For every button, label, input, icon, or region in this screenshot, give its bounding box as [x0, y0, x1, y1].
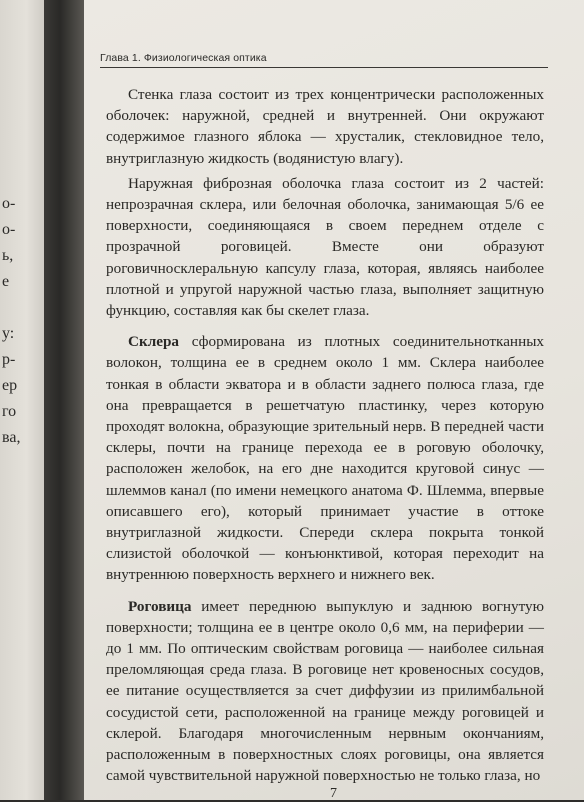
left-page-edge	[0, 0, 44, 800]
left-page-fragment: ь,	[2, 247, 14, 264]
paragraph-text: Стенка глаза состоит из трех концентрически расположенных оболочек: наружной, средней и внутренней. Они окружают содержимое глазного яблока — хрусталик, стекловидное тело, внутриглазную жидкость (водянистую влагу).	[106, 86, 544, 167]
book-gutter	[44, 0, 84, 800]
term-sclera: Склера	[128, 333, 180, 351]
paragraph-text: имеет переднюю выпуклую и заднюю вогнутую поверхности; толщина ее в центре около 0,6 мм, на периферии — до 1 мм. По оптическим свойствам роговица — наиболее сильная преломляющая среда глаза. В роговице нет кровеносных сосудов, ее питание осуществляется за счет диффузии из прилимбальной сосудистой сети, расположенной на границе между роговицей и склерой. Благодаря многочисленным нервным окончаниям, расположенным в поверхностных слоях роговицы, она является самой чувствительной наружной поверхностью не только глаза, но	[106, 597, 544, 785]
left-page-fragment: р-	[2, 351, 16, 368]
left-page-fragment: ер	[2, 377, 18, 394]
term-cornea: Роговица	[128, 597, 192, 615]
left-page-fragment: о-	[2, 221, 16, 238]
paragraph-cornea	[106, 596, 544, 787]
left-page-fragment: о-	[2, 195, 16, 212]
left-page-fragment: го	[2, 403, 17, 420]
paragraph-eye-wall	[106, 84, 544, 169]
left-page-fragment: е	[2, 273, 10, 290]
paragraph-text: сформирована из плотных соединительнотканных волокон, толщина ее в среднем около 1 мм. Склера наиболее тонкая в области экватора и в области заднего полюса глаза, где она превращается в решетчатую пластинку, через которую проходят волокна, образующие зрительный нерв. В передней части склеры, почти на границе перехода ее в роговую оболочку, расположен желобок, на его дне находится круговой синус — шлеммов канал (по имени немецкого анатома Ф. Шлемма, впервые описавшего его), который принимает участие в оттоке внутриглазной жидкости. Спереди склера покрыта тонкой слизистой оболочкой — конъюнктивой, которая переходит на внутреннюю поверхность верхнего и нижнего век.	[106, 333, 544, 584]
paragraph-sclera	[106, 331, 544, 585]
left-page-fragment: ва,	[2, 429, 21, 446]
page-body	[106, 84, 544, 791]
left-page-fragment: у:	[2, 325, 15, 342]
book-page	[84, 0, 584, 800]
paragraph-fibrous-layer	[106, 173, 544, 321]
paragraph-text: Наружная фиброзная оболочка глаза состоит из 2 частей: непрозрачная склера, или белочная оболочка, занимающая 5/6 ее поверхности, соединяющаяся в своем переднем отделе с прозрачной роговицей. Вместе они образуют роговичносклеральную капсулу глаза, которая, являясь наиболее плотной и упругой наружной частью глаза, выполняет защитную функцию, составляя как бы скелет глаза.	[106, 174, 544, 320]
running-head: Глава 1. Физиологическая оптика	[100, 52, 548, 68]
page-number: 7	[330, 786, 337, 801]
